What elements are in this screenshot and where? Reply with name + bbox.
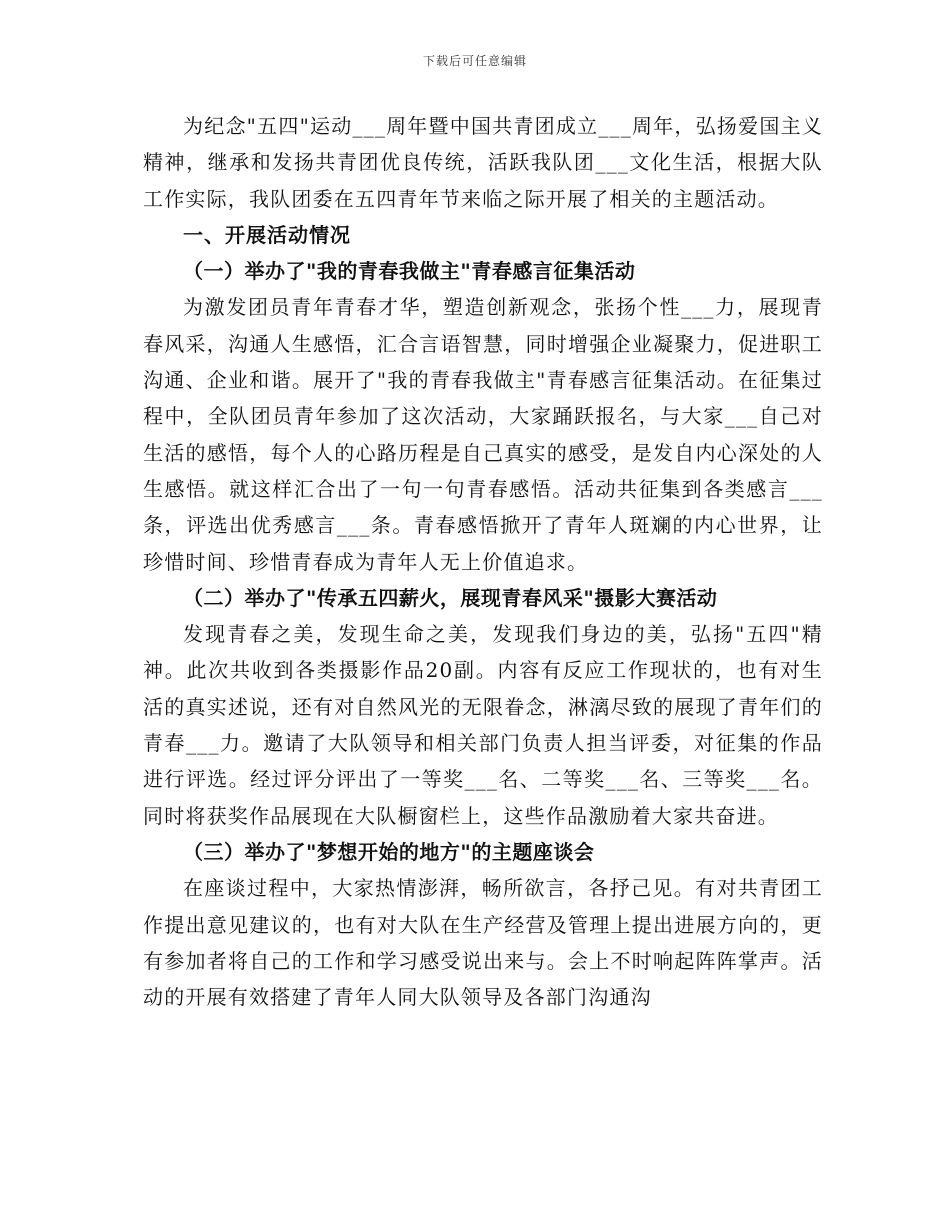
page-header: 下载后可任意编辑 — [422, 54, 527, 68]
subsection-1-title: （一）举办了"我的青春我做主"青春感言征集活动 — [183, 259, 636, 284]
document-body — [143, 108, 823, 1015]
subsection-1-body: 为激发团员青年青春才华，塑造创新观念，张扬个性___力，展现青春风采，沟通人生感悟，汇合言语智慧，同时增强企业凝聚力，促进职工沟通、企业和谐。展开了"我的青春我做主"青春感言征集活动。在征集过程中，全队团员青年参加了这次活动，大家踊跃报名，与大家___自己对生活的感悟，每个人的心路历程是自己真实的感受，是发自内心深处的人生感悟。就这样汇合出了一句一句青春感悟。活动共征集到各类感言___条，评选出优秀感言___条。青春感悟掀开了青年人斑斓的内心世界，让珍惜时间、珍惜青春成为青年人无上价值追求。 — [143, 295, 823, 574]
subsection-2-body: 发现青春之美，发现生命之美，发现我们身边的美，弘扬"五四"精神。此次共收到各类摄影作品20副。内容有反应工作现状的，也有对生活的真实述说，还有对自然风光的无限眷念，淋漓尽致的展现了青年们的青春___力。邀请了大队领导和相关部门负责人担当评委，对征集的作品进行评选。经过评分评出了一等奖___名、二等奖___名、三等奖___名。同时将获奖作品展现在大队橱窗栏上，这些作品激励着大家共奋进。 — [143, 622, 823, 828]
subsection-2-title: （二）举办了"传承五四薪火，展现青春风采"摄影大赛活动 — [183, 585, 718, 610]
intro-paragraph: 为纪念"五四"运动___周年暨中国共青团成立___周年，弘扬爱国主义精神，继承和发扬共青团优良传统，活跃我队团___文化生活，根据大队工作实际，我队团委在五四青年节来临之际开展了相关的主题活动。 — [143, 114, 823, 211]
section-title: 一、开展活动情况 — [183, 222, 351, 247]
subsection-3-title: （三）举办了"梦想开始的地方"的主题座谈会 — [183, 839, 595, 864]
subsection-3-body: 在座谈过程中，大家热情澎湃，畅所欲言，各抒己见。有对共青团工作提出意见建议的，也有对大队在生产经营及管理上提出进展方向的，更有参加者将自己的工作和学习感受说出来与。会上不时响起阵阵掌声。活动的开展有效搭建了青年人同大队领导及各部门沟通沟 — [143, 876, 823, 1010]
